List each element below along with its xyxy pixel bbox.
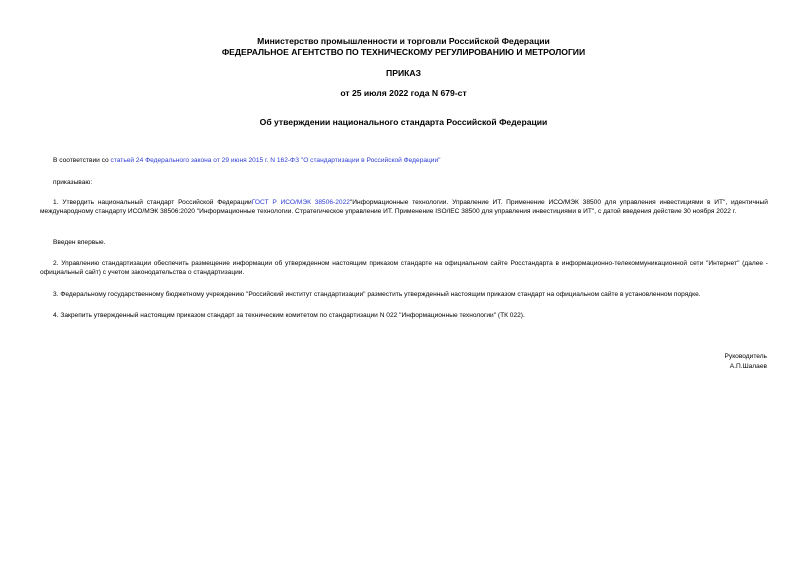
intro-prefix: В соответствии со bbox=[53, 157, 111, 164]
paragraph-3: 3. Федеральному государственному бюджетному учреждению "Российский институт стандартизации" разместить утвержденный настоящим приказом стандарт на официальном сайте в установленном порядке. bbox=[53, 291, 701, 298]
p1-suffix: "Информационные технологии. Управление ИТ. Применение ИСО/МЭК 38500 для управления инвестициями в ИТ", идентичный международному стандарту ИСО/МЭК 38506:2020 "Информационные технологии. Стратегическое управление ИТ. Применение ISO/IEC 38500 для управления инвестициями в ИТ", с датой введения действие 30 ноября 2022 г. bbox=[40, 199, 768, 215]
paragraph-2: 2. Управлению стандартизации обеспечить размещение информации об утвержденном настоящим приказом стандарте на официальном сайте Росстандарта в информационно-телекоммуникационной сети "Интернет" (далее - официальный сайт) с учетом законодательства о стандартизации. bbox=[40, 260, 768, 276]
paragraph-1 bbox=[40, 198, 768, 216]
introduced-note: Введен впервые. bbox=[53, 239, 106, 246]
standard-link[interactable]: ГОСТ Р ИСО/МЭК 38506-2022 bbox=[251, 199, 350, 206]
document-subject: Об утверждении национального стандарта Российской Федерации bbox=[259, 117, 548, 127]
agency-title: ФЕДЕРАЛЬНОЕ АГЕНТСТВО ПО ТЕХНИЧЕСКОМУ РЕГУЛИРОВАНИЮ И МЕТРОЛОГИИ bbox=[221, 47, 586, 57]
date-number: от 25 июля 2022 года N 679-ст bbox=[340, 88, 467, 98]
p1-prefix: 1. Утвердить национальный стандарт Российской Федерации bbox=[53, 199, 252, 206]
document-type: ПРИКАЗ bbox=[386, 68, 421, 78]
paragraph-4: 4. Закрепить утвержденный настоящим приказом стандарт за техническим комитетом по стандартизации N 022 "Информационные технологии" (ТК 022). bbox=[53, 312, 525, 319]
signature-name: А.П.Шалаев bbox=[729, 363, 767, 370]
signature-title: Руководитель bbox=[724, 353, 767, 360]
ministry-title: Министерство промышленности и торговли Российской Федерации bbox=[257, 36, 550, 46]
order-word: приказываю: bbox=[53, 179, 93, 186]
intro-paragraph bbox=[40, 156, 768, 165]
law-article-link[interactable]: статьей 24 Федерального закона от 29 июня 2015 г. N 162-ФЗ "О стандартизации в Российской Федерации" bbox=[110, 157, 441, 164]
